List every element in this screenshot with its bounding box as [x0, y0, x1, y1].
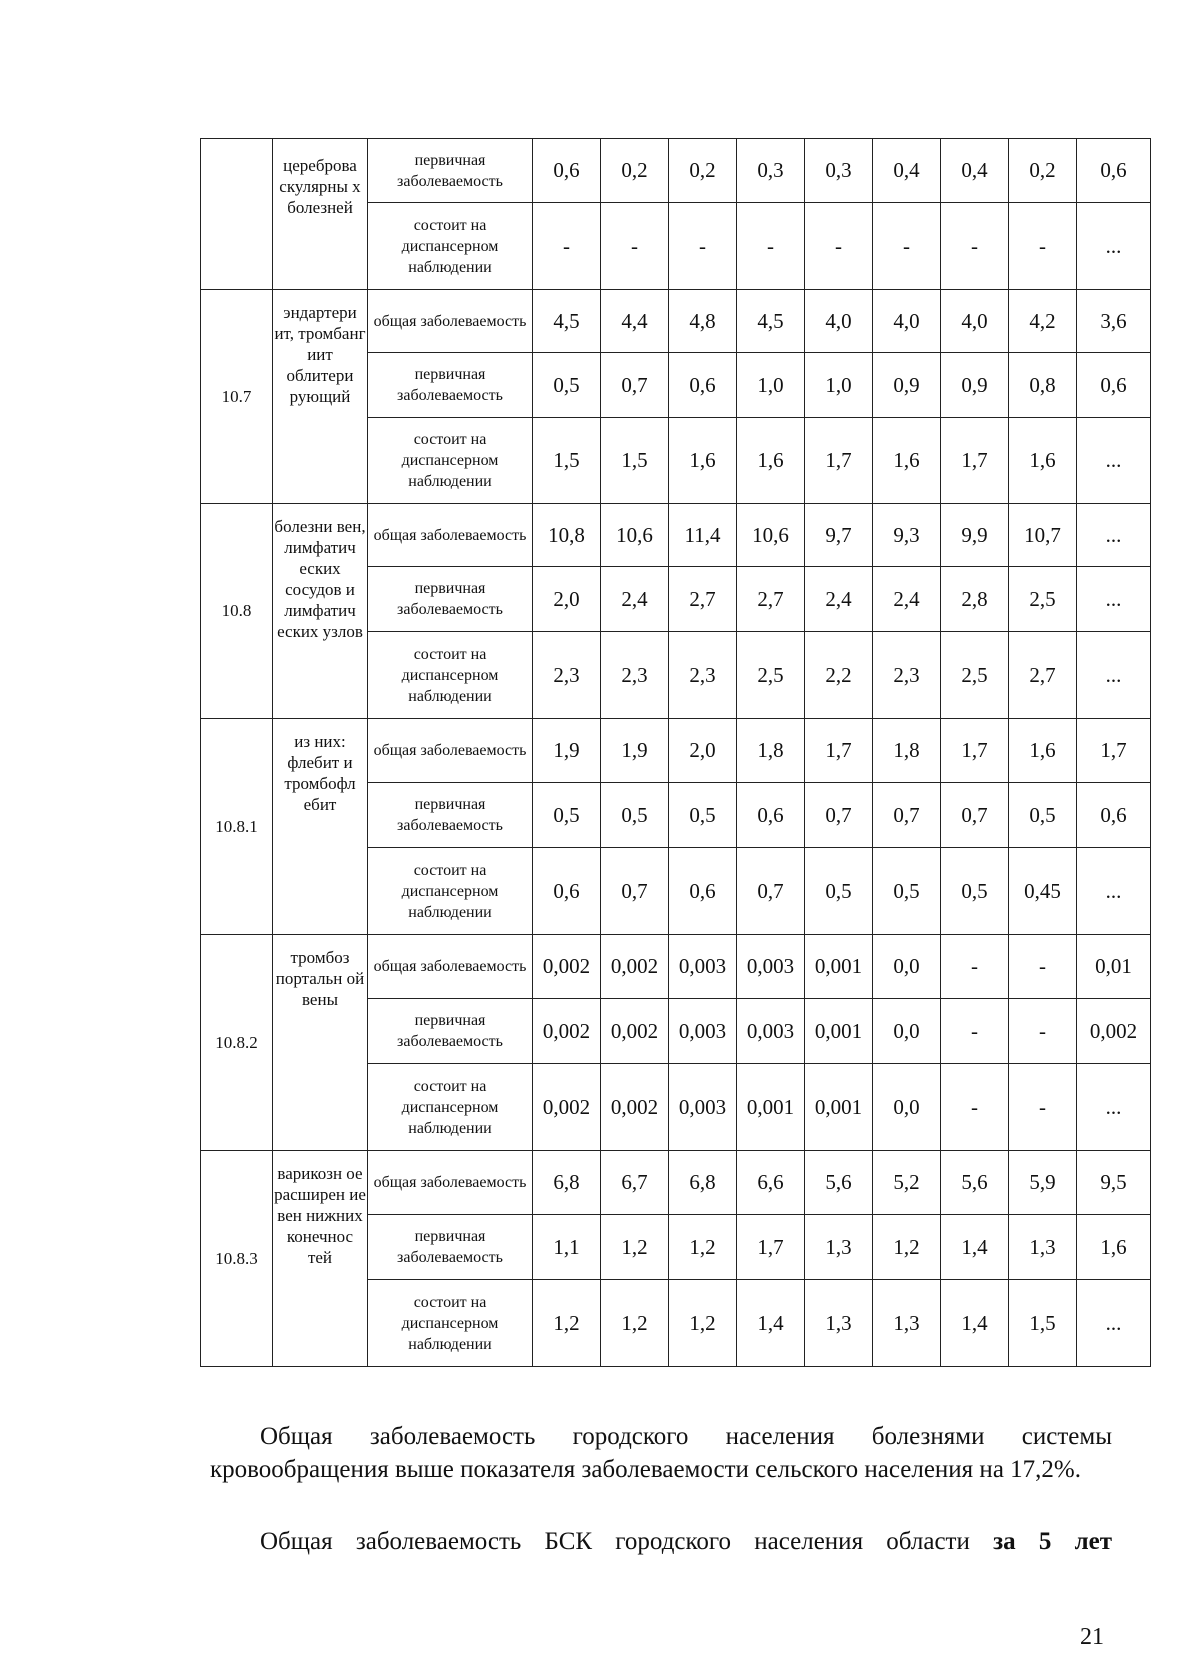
- indicator-label: первичная заболеваемость: [368, 999, 533, 1064]
- value-cell: 4,2: [1009, 290, 1077, 353]
- value-cell: 1,2: [533, 1280, 601, 1367]
- value-cell: -: [533, 203, 601, 290]
- value-cell: 4,8: [669, 290, 737, 353]
- indicator-label: общая заболеваемость: [368, 1151, 533, 1215]
- morbidity-table: [200, 138, 1151, 1367]
- value-cell: 1,7: [941, 719, 1009, 783]
- value-cell: 0,001: [737, 1064, 805, 1151]
- value-cell: 3,6: [1077, 290, 1151, 353]
- indicator-label: общая заболеваемость: [368, 504, 533, 567]
- value-cell: 4,0: [941, 290, 1009, 353]
- paragraph-text: Общая заболеваемость БСК городского населения области: [260, 1528, 994, 1555]
- value-cell: 1,1: [533, 1215, 601, 1280]
- table-row: [201, 504, 1151, 567]
- value-cell: -: [1009, 1064, 1077, 1151]
- value-cell: 2,3: [873, 632, 941, 719]
- value-cell: ...: [1077, 203, 1151, 290]
- value-cell: 2,7: [737, 567, 805, 632]
- value-cell: -: [669, 203, 737, 290]
- disease-name: из них: флебит и тромбофл ебит: [273, 719, 368, 935]
- value-cell: 0,7: [601, 353, 669, 418]
- row-code: 10.7: [201, 290, 273, 504]
- value-cell: 0,5: [1009, 783, 1077, 848]
- value-cell: 0,6: [533, 848, 601, 935]
- value-cell: 4,5: [737, 290, 805, 353]
- value-cell: 0,003: [669, 1064, 737, 1151]
- value-cell: 0,002: [533, 999, 601, 1064]
- value-cell: 0,3: [737, 139, 805, 203]
- value-cell: 0,6: [533, 139, 601, 203]
- value-cell: 1,5: [1009, 1280, 1077, 1367]
- value-cell: -: [1009, 999, 1077, 1064]
- indicator-label: первичная заболеваемость: [368, 353, 533, 418]
- row-code: 10.8.1: [201, 719, 273, 935]
- indicator-label: первичная заболеваемость: [368, 567, 533, 632]
- value-cell: 0,6: [1077, 139, 1151, 203]
- value-cell: 4,0: [873, 290, 941, 353]
- value-cell: -: [1009, 203, 1077, 290]
- value-cell: 0,6: [669, 353, 737, 418]
- disease-name: цереброва скулярны х болезней: [273, 139, 368, 290]
- value-cell: 0,6: [669, 848, 737, 935]
- indicator-label: состоит на диспансерном наблюдении: [368, 1280, 533, 1367]
- value-cell: -: [941, 203, 1009, 290]
- value-cell: 0,4: [873, 139, 941, 203]
- value-cell: 5,6: [805, 1151, 873, 1215]
- value-cell: 1,2: [601, 1215, 669, 1280]
- value-cell: ...: [1077, 632, 1151, 719]
- value-cell: 1,3: [805, 1215, 873, 1280]
- value-cell: 0,3: [805, 139, 873, 203]
- value-cell: 0,001: [805, 1064, 873, 1151]
- value-cell: 0,5: [805, 848, 873, 935]
- value-cell: 2,4: [805, 567, 873, 632]
- value-cell: 0,7: [941, 783, 1009, 848]
- value-cell: ...: [1077, 418, 1151, 504]
- value-cell: 4,4: [601, 290, 669, 353]
- value-cell: 0,6: [1077, 353, 1151, 418]
- value-cell: 4,0: [805, 290, 873, 353]
- value-cell: 1,6: [669, 418, 737, 504]
- row-code: 10.8.3: [201, 1151, 273, 1367]
- value-cell: 0,2: [601, 139, 669, 203]
- value-cell: 1,4: [737, 1280, 805, 1367]
- value-cell: 0,9: [873, 353, 941, 418]
- value-cell: 0,4: [941, 139, 1009, 203]
- row-code: 10.8.2: [201, 935, 273, 1151]
- value-cell: ...: [1077, 848, 1151, 935]
- value-cell: ...: [1077, 504, 1151, 567]
- table-row: [201, 139, 1151, 203]
- value-cell: 1,7: [737, 1215, 805, 1280]
- value-cell: 1,6: [737, 418, 805, 504]
- indicator-label: общая заболеваемость: [368, 290, 533, 353]
- value-cell: 1,6: [1009, 719, 1077, 783]
- value-cell: 5,6: [941, 1151, 1009, 1215]
- indicator-label: состоит на диспансерном наблюдении: [368, 632, 533, 719]
- value-cell: 1,9: [601, 719, 669, 783]
- value-cell: 0,5: [669, 783, 737, 848]
- page-number: 21: [1080, 1624, 1104, 1650]
- value-cell: 1,7: [941, 418, 1009, 504]
- table-body: [201, 139, 1151, 1367]
- value-cell: -: [1009, 935, 1077, 999]
- table-row: [201, 719, 1151, 783]
- value-cell: 0,5: [873, 848, 941, 935]
- value-cell: 1,5: [533, 418, 601, 504]
- row-code: 10.8: [201, 504, 273, 719]
- value-cell: 0,7: [601, 848, 669, 935]
- value-cell: 2,3: [601, 632, 669, 719]
- value-cell: 0,0: [873, 999, 941, 1064]
- value-cell: 1,6: [1009, 418, 1077, 504]
- value-cell: 2,0: [533, 567, 601, 632]
- value-cell: 0,5: [941, 848, 1009, 935]
- value-cell: 1,6: [873, 418, 941, 504]
- value-cell: 0,45: [1009, 848, 1077, 935]
- value-cell: 1,4: [941, 1280, 1009, 1367]
- value-cell: 0,002: [1077, 999, 1151, 1064]
- value-cell: 4,5: [533, 290, 601, 353]
- value-cell: 2,8: [941, 567, 1009, 632]
- value-cell: 0,5: [533, 783, 601, 848]
- value-cell: 0,5: [601, 783, 669, 848]
- value-cell: -: [601, 203, 669, 290]
- value-cell: -: [941, 999, 1009, 1064]
- value-cell: 9,7: [805, 504, 873, 567]
- indicator-label: первичная заболеваемость: [368, 1215, 533, 1280]
- table-row: [201, 290, 1151, 353]
- value-cell: 0,7: [805, 783, 873, 848]
- value-cell: -: [941, 935, 1009, 999]
- paragraph-five-years: [210, 1525, 1112, 1558]
- value-cell: 1,3: [1009, 1215, 1077, 1280]
- value-cell: 0,6: [737, 783, 805, 848]
- value-cell: ...: [1077, 567, 1151, 632]
- value-cell: 1,7: [1077, 719, 1151, 783]
- value-cell: 1,2: [873, 1215, 941, 1280]
- disease-name: болезни вен, лимфатич еских сосудов и лимфатич еских узлов: [273, 504, 368, 719]
- value-cell: 2,5: [1009, 567, 1077, 632]
- value-cell: 1,0: [805, 353, 873, 418]
- value-cell: 1,9: [533, 719, 601, 783]
- value-cell: 0,7: [873, 783, 941, 848]
- value-cell: 1,2: [669, 1215, 737, 1280]
- value-cell: 1,2: [669, 1280, 737, 1367]
- paragraph-bold-text: за 5 лет: [993, 1528, 1112, 1555]
- value-cell: 10,6: [737, 504, 805, 567]
- value-cell: 0,8: [1009, 353, 1077, 418]
- value-cell: ...: [1077, 1280, 1151, 1367]
- value-cell: 1,7: [805, 719, 873, 783]
- indicator-label: первичная заболеваемость: [368, 783, 533, 848]
- value-cell: 0,2: [669, 139, 737, 203]
- value-cell: 2,7: [669, 567, 737, 632]
- value-cell: 6,8: [533, 1151, 601, 1215]
- value-cell: 0,002: [533, 1064, 601, 1151]
- value-cell: 1,6: [1077, 1215, 1151, 1280]
- value-cell: 0,0: [873, 1064, 941, 1151]
- indicator-label: общая заболеваемость: [368, 719, 533, 783]
- indicator-label: состоит на диспансерном наблюдении: [368, 418, 533, 504]
- indicator-label: первичная заболеваемость: [368, 139, 533, 203]
- disease-name: варикозн ое расширен ие вен нижних конечнос тей: [273, 1151, 368, 1367]
- value-cell: 5,9: [1009, 1151, 1077, 1215]
- value-cell: 10,7: [1009, 504, 1077, 567]
- value-cell: 2,0: [669, 719, 737, 783]
- value-cell: -: [737, 203, 805, 290]
- value-cell: 1,5: [601, 418, 669, 504]
- indicator-label: состоит на диспансерном наблюдении: [368, 1064, 533, 1151]
- value-cell: 9,3: [873, 504, 941, 567]
- value-cell: 0,003: [737, 999, 805, 1064]
- value-cell: 6,8: [669, 1151, 737, 1215]
- value-cell: -: [805, 203, 873, 290]
- value-cell: 2,4: [873, 567, 941, 632]
- paragraph-urban-rural: [210, 1420, 1112, 1486]
- value-cell: 6,6: [737, 1151, 805, 1215]
- row-code: [201, 139, 273, 290]
- value-cell: 0,6: [1077, 783, 1151, 848]
- value-cell: 0,01: [1077, 935, 1151, 999]
- value-cell: 0,0: [873, 935, 941, 999]
- value-cell: 11,4: [669, 504, 737, 567]
- value-cell: 1,4: [941, 1215, 1009, 1280]
- value-cell: 0,003: [669, 935, 737, 999]
- paragraph-text: Общая заболеваемость городского населения болезнями системы кровообращения выше показателя заболеваемости сельского населения на 17,2%.: [210, 1423, 1112, 1483]
- value-cell: 10,6: [601, 504, 669, 567]
- indicator-label: состоит на диспансерном наблюдении: [368, 848, 533, 935]
- disease-name: тромбоз портальн ой вены: [273, 935, 368, 1151]
- value-cell: 0,003: [669, 999, 737, 1064]
- value-cell: 0,002: [601, 999, 669, 1064]
- table-row: [201, 935, 1151, 999]
- indicator-label: общая заболеваемость: [368, 935, 533, 999]
- value-cell: 0,5: [533, 353, 601, 418]
- value-cell: 1,0: [737, 353, 805, 418]
- value-cell: 0,001: [805, 999, 873, 1064]
- value-cell: 0,003: [737, 935, 805, 999]
- value-cell: 0,2: [1009, 139, 1077, 203]
- indicator-label: состоит на диспансерном наблюдении: [368, 203, 533, 290]
- value-cell: 0,001: [805, 935, 873, 999]
- value-cell: 2,3: [533, 632, 601, 719]
- value-cell: 0,002: [601, 1064, 669, 1151]
- value-cell: 1,3: [873, 1280, 941, 1367]
- value-cell: 6,7: [601, 1151, 669, 1215]
- value-cell: 2,2: [805, 632, 873, 719]
- value-cell: 1,8: [873, 719, 941, 783]
- value-cell: 0,002: [601, 935, 669, 999]
- value-cell: 1,7: [805, 418, 873, 504]
- value-cell: ...: [1077, 1064, 1151, 1151]
- value-cell: 9,9: [941, 504, 1009, 567]
- value-cell: 2,7: [1009, 632, 1077, 719]
- value-cell: 0,002: [533, 935, 601, 999]
- value-cell: 1,8: [737, 719, 805, 783]
- value-cell: 0,7: [737, 848, 805, 935]
- value-cell: 1,2: [601, 1280, 669, 1367]
- value-cell: 1,3: [805, 1280, 873, 1367]
- value-cell: 2,5: [737, 632, 805, 719]
- value-cell: -: [941, 1064, 1009, 1151]
- value-cell: 9,5: [1077, 1151, 1151, 1215]
- value-cell: 2,4: [601, 567, 669, 632]
- value-cell: 2,3: [669, 632, 737, 719]
- value-cell: -: [873, 203, 941, 290]
- disease-name: эндартери ит, тромбанг иит облитери рующий: [273, 290, 368, 504]
- value-cell: 0,9: [941, 353, 1009, 418]
- table-row: [201, 1151, 1151, 1215]
- value-cell: 10,8: [533, 504, 601, 567]
- value-cell: 5,2: [873, 1151, 941, 1215]
- value-cell: 2,5: [941, 632, 1009, 719]
